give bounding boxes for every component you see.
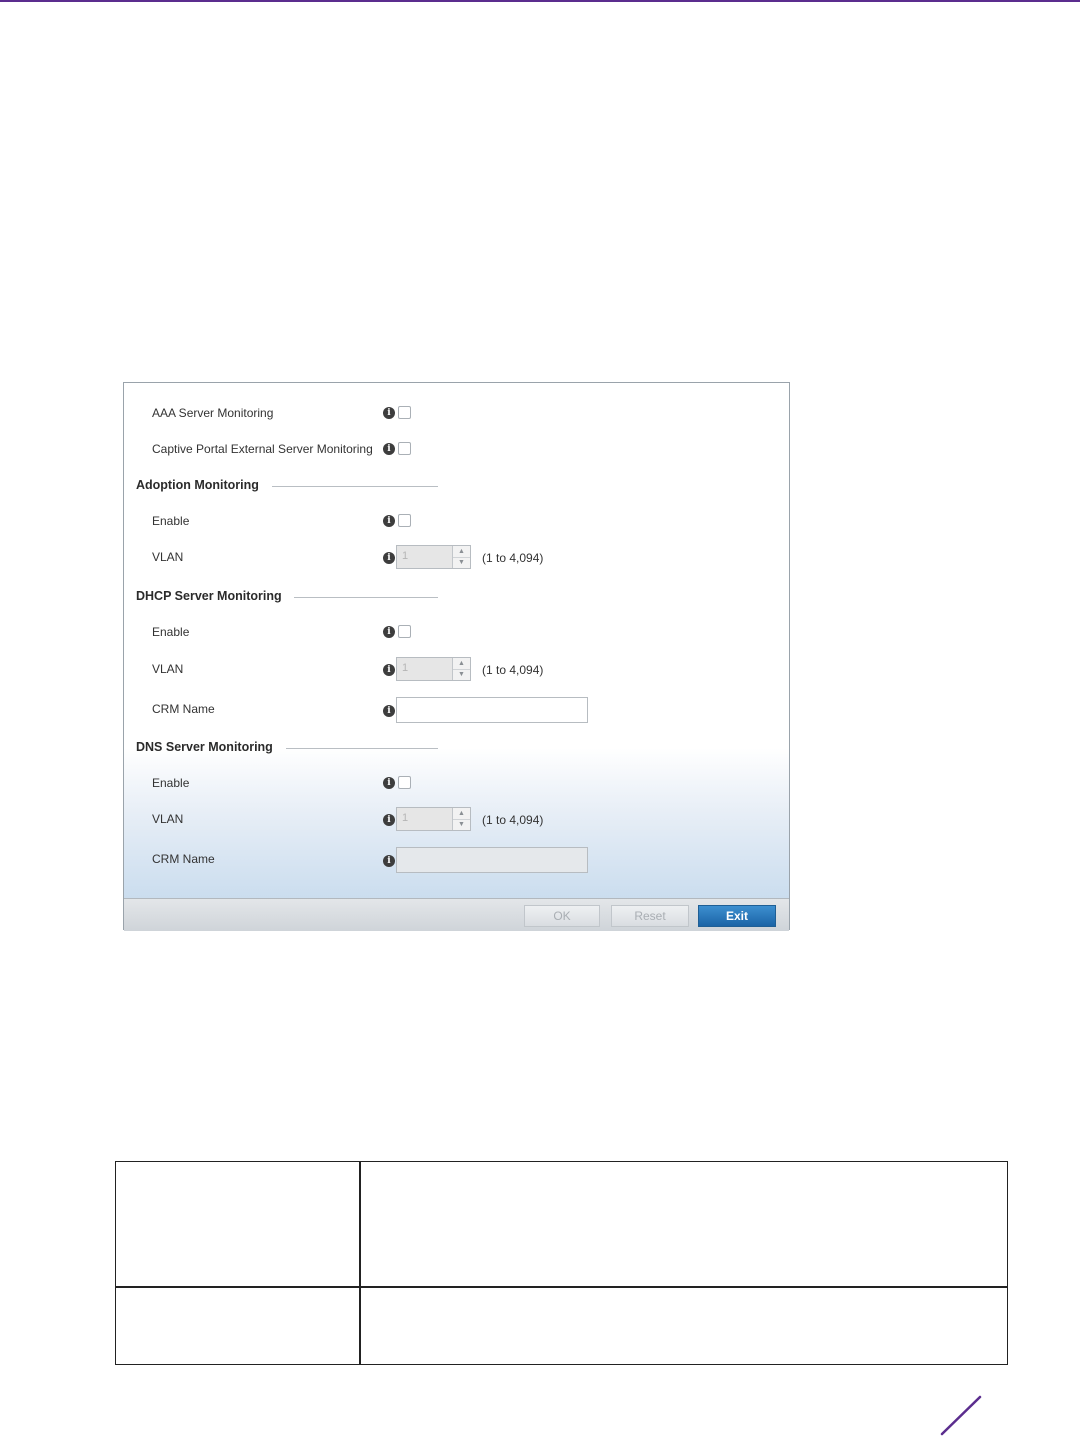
- section-divider: [272, 486, 438, 487]
- dns-enable-row: [124, 773, 789, 795]
- adoption-section-header: [124, 475, 789, 497]
- dns-vlan-range: (1 to 4,094): [482, 813, 544, 827]
- dns-vlan-value: 1: [402, 812, 409, 824]
- section-divider: [294, 597, 438, 598]
- dns-enable-label: Enable: [152, 776, 190, 790]
- dhcp-crm-input[interactable]: [396, 697, 588, 723]
- dhcp-title: DHCP Server Monitoring: [136, 589, 282, 603]
- spin-down-icon[interactable]: ▼: [458, 559, 465, 566]
- spin-up-icon[interactable]: ▲: [453, 658, 470, 670]
- dhcp-vlan-range: (1 to 4,094): [482, 663, 544, 677]
- dhcp-vlan-value: 1: [402, 662, 409, 674]
- adoption-vlan-spinner[interactable]: [396, 545, 471, 569]
- adoption-enable-checkbox[interactable]: [398, 514, 411, 527]
- adoption-title: Adoption Monitoring: [136, 478, 259, 492]
- dhcp-vlan-label: VLAN: [152, 662, 184, 676]
- info-icon[interactable]: i: [383, 777, 395, 789]
- spinner-buttons: [452, 658, 470, 680]
- captive-label: Captive Portal External Server Monitoring: [152, 442, 373, 456]
- dhcp-enable-label: Enable: [152, 625, 190, 639]
- info-icon[interactable]: i: [383, 664, 395, 676]
- dns-enable-checkbox[interactable]: [398, 776, 411, 789]
- top-rule: [0, 0, 1080, 2]
- info-icon[interactable]: i: [383, 443, 395, 455]
- aaa-row: [124, 403, 789, 425]
- dhcp-vlan-spinner[interactable]: [396, 657, 471, 681]
- dns-vlan-row: [124, 807, 789, 833]
- adoption-enable-row: [124, 511, 789, 533]
- dialog-footer: [124, 898, 789, 931]
- table-column-divider: [359, 1162, 361, 1364]
- dns-crm-label: CRM Name: [152, 852, 215, 866]
- section-divider: [286, 748, 438, 749]
- dhcp-section-header: [124, 586, 789, 608]
- dhcp-crm-label: CRM Name: [152, 702, 215, 716]
- spin-up-icon[interactable]: ▲: [453, 808, 470, 820]
- adoption-vlan-range: (1 to 4,094): [482, 551, 544, 565]
- spinner-buttons: [452, 546, 470, 568]
- monitoring-dialog: [123, 382, 790, 930]
- info-icon[interactable]: i: [383, 626, 395, 638]
- spin-up-icon[interactable]: ▲: [453, 546, 470, 558]
- corner-slash-mark: [938, 1394, 984, 1438]
- adoption-vlan-label: VLAN: [152, 550, 184, 564]
- ok-button[interactable]: OK: [524, 905, 600, 927]
- description-table: [115, 1161, 1008, 1365]
- adoption-vlan-row: [124, 545, 789, 571]
- dns-title: DNS Server Monitoring: [136, 740, 273, 754]
- adoption-vlan-value: 1: [402, 550, 409, 562]
- dns-vlan-spinner[interactable]: [396, 807, 471, 831]
- exit-button[interactable]: Exit: [698, 905, 776, 927]
- spin-down-icon[interactable]: ▼: [458, 821, 465, 828]
- dhcp-vlan-row: [124, 657, 789, 683]
- dhcp-enable-row: [124, 622, 789, 644]
- dns-vlan-label: VLAN: [152, 812, 184, 826]
- dns-crm-row: [124, 847, 789, 875]
- info-icon[interactable]: i: [383, 705, 395, 717]
- adoption-enable-label: Enable: [152, 514, 190, 528]
- aaa-checkbox[interactable]: [398, 406, 411, 419]
- dns-crm-input[interactable]: [396, 847, 588, 873]
- reset-button[interactable]: Reset: [611, 905, 689, 927]
- dhcp-enable-checkbox[interactable]: [398, 625, 411, 638]
- table-row-divider: [116, 1286, 1007, 1288]
- dns-section-header: [124, 737, 789, 759]
- info-icon[interactable]: i: [383, 552, 395, 564]
- info-icon[interactable]: i: [383, 515, 395, 527]
- aaa-label: AAA Server Monitoring: [152, 406, 274, 420]
- captive-checkbox[interactable]: [398, 442, 411, 455]
- info-icon[interactable]: i: [383, 814, 395, 826]
- info-icon[interactable]: i: [383, 407, 395, 419]
- spin-down-icon[interactable]: ▼: [458, 671, 465, 678]
- spinner-buttons: [452, 808, 470, 830]
- info-icon[interactable]: i: [383, 855, 395, 867]
- captive-row: [124, 439, 789, 461]
- dhcp-crm-row: [124, 697, 789, 725]
